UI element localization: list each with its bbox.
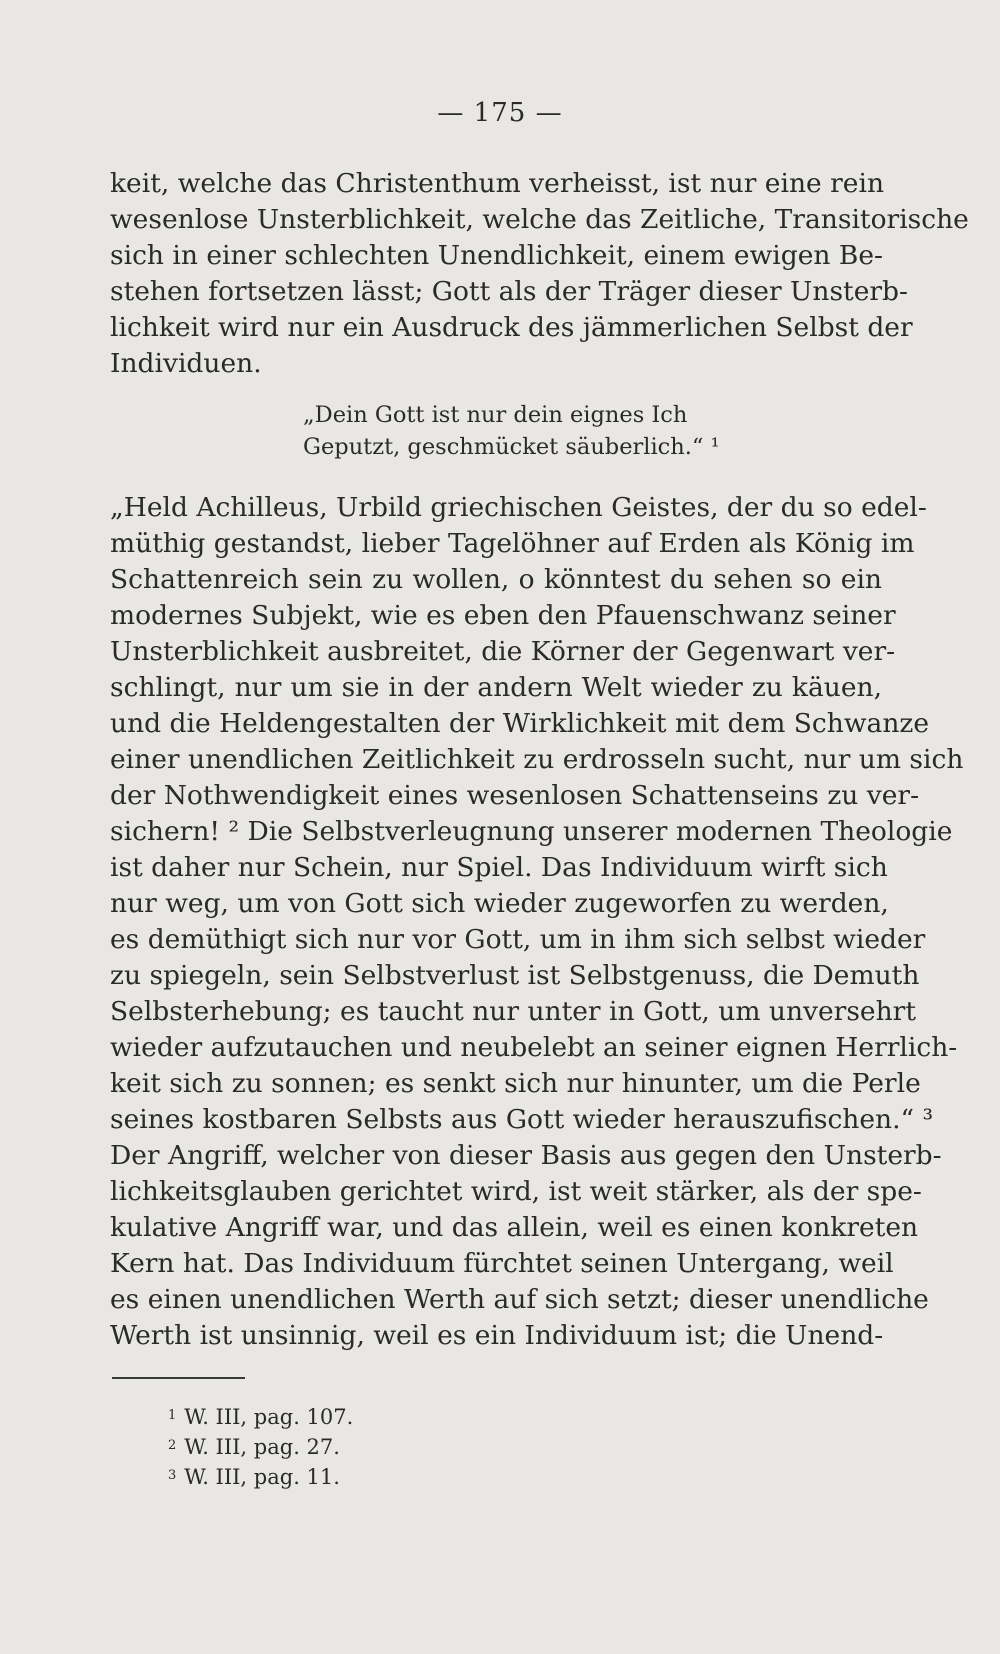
footnote-3	[168, 1462, 340, 1491]
quote-line: lichkeitsglauben gerichtet wird, ist weit stärker, als der spe-	[110, 1176, 922, 1207]
footnote-1	[168, 1402, 353, 1431]
quote-line: der Nothwendigkeit eines wesenlosen Schattenseins zu ver-	[110, 780, 920, 811]
quote-line: Werth ist unsinnig, weil es ein Individuum ist; die Unend-	[110, 1320, 884, 1351]
quote-line: Kern hat. Das Individuum fürchtet seinen Untergang, weil	[110, 1248, 894, 1279]
quote-line: müthig gestandst, lieber Tagelöhner auf Erden als König im	[110, 528, 915, 559]
footnote-text: W. III, pag. 27.	[184, 1435, 340, 1459]
quote-line: es demüthigt sich nur vor Gott, um in ihm sich selbst wieder	[110, 924, 926, 955]
footnote-text: W. III, pag. 11.	[184, 1465, 340, 1489]
footnote-marker: 2	[168, 1438, 177, 1453]
quote-line: kulative Angriff war, und das allein, weil es einen konkreten	[110, 1212, 919, 1243]
quote-line: und die Heldengestalten der Wirklichkeit mit dem Schwanze	[110, 708, 930, 739]
quote-line: Unsterblichkeit ausbreitet, die Körner der Gegenwart ver-	[110, 636, 896, 667]
body-line: wesenlose Unsterblichkeit, welche das Zeitliche, Transitorische	[110, 204, 969, 235]
body-line: Individuen.	[110, 348, 262, 379]
quote-line: seines kostbaren Selbsts aus Gott wieder herauszufischen.“ ³	[110, 1104, 934, 1135]
quote-line: nur weg, um von Gott sich wieder zugeworfen zu werden,	[110, 888, 889, 919]
footnote-text: W. III, pag. 107.	[184, 1405, 354, 1429]
quote-line: sichern! ² Die Selbstverleugnung unserer modernen Theologie	[110, 816, 953, 847]
footnote-marker: 1	[168, 1408, 177, 1423]
body-line: lichkeit wird nur ein Ausdruck des jämmerlichen Selbst der	[110, 312, 913, 343]
quote-line: keit sich zu sonnen; es senkt sich nur hinunter, um die Perle	[110, 1068, 921, 1099]
quote-line: es einen unendlichen Werth auf sich setzt; dieser unendliche	[110, 1284, 929, 1315]
page-number: — 175 —	[437, 98, 563, 128]
footnote-marker: 3	[168, 1468, 177, 1483]
body-line: keit, welche das Christenthum verheisst, ist nur eine rein	[110, 168, 885, 199]
quote-line: einer unendlichen Zeitlichkeit zu erdrosseln sucht, nur um sich	[110, 744, 964, 775]
quote-line: zu spiegeln, sein Selbstverlust ist Selbstgenuss, die Demuth	[110, 960, 920, 991]
quote-line: wieder aufzutauchen und neubelebt an seiner eignen Herrlich-	[110, 1032, 958, 1063]
quote-line: Selbsterhebung; es taucht nur unter in Gott, um unversehrt	[110, 996, 916, 1027]
quote-line: ist daher nur Schein, nur Spiel. Das Individuum wirft sich	[110, 852, 888, 883]
quote-line: Schattenreich sein zu wollen, o könntest du sehen so ein	[110, 564, 882, 595]
verse-line: „Dein Gott ist nur dein eignes Ich	[303, 402, 688, 428]
body-line: sich in einer schlechten Unendlichkeit, einem ewigen Be-	[110, 240, 884, 271]
verse-line: Geputzt, geschmücket säuberlich.“ ¹	[303, 434, 720, 460]
quote-line: Der Angriff, welcher von dieser Basis aus gegen den Unsterb-	[110, 1140, 942, 1171]
body-line: stehen fortsetzen lässt; Gott als der Träger dieser Unsterb-	[110, 276, 908, 307]
footnote-divider	[112, 1377, 245, 1379]
quote-line: modernes Subjekt, wie es eben den Pfauenschwanz seiner	[110, 600, 896, 631]
footnote-2	[168, 1432, 340, 1461]
quote-line: „Held Achilleus, Urbild griechischen Geistes, der du so edel-	[110, 492, 927, 523]
quote-line: schlingt, nur um sie in der andern Welt wieder zu käuen,	[110, 672, 882, 703]
